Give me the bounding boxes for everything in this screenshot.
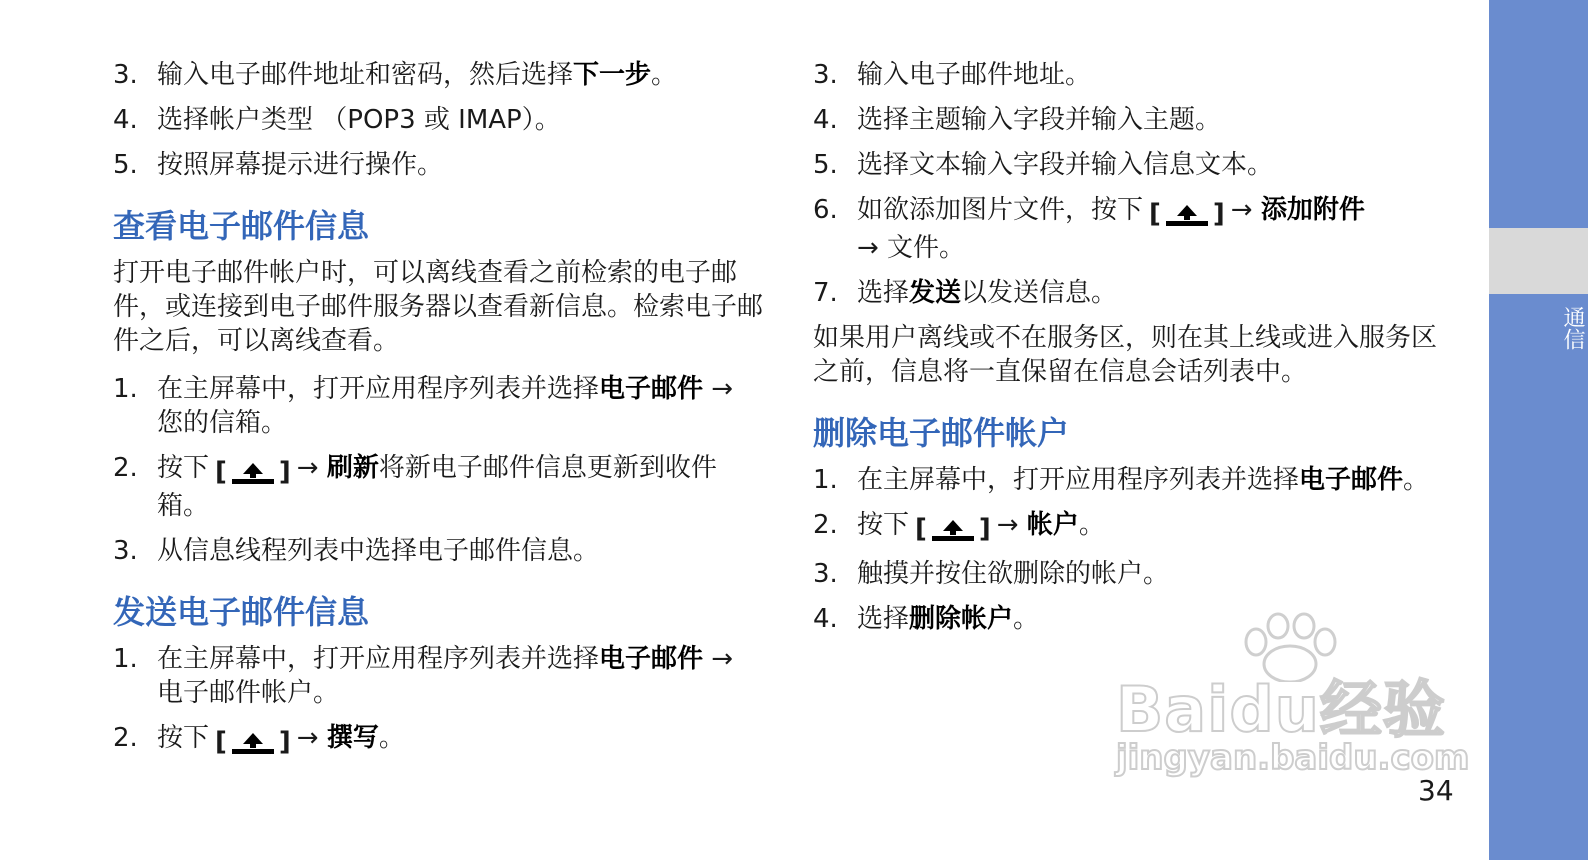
intro-steps [113,58,763,182]
section-heading-view-email: 查看电子邮件信息 [113,207,370,245]
list-item: 5. 选择文本输入字段并输入信息文本。 [813,150,1274,180]
list-item: 3. 输入电子邮件地址。 [813,60,1092,90]
list-item: 4. 选择删除帐户。 [813,604,1040,634]
view-steps [113,372,763,568]
list-item: 2. 按下 [ ] → 刷新将新电子邮件信息更新到收件箱。 [113,453,717,521]
page-number: 34 [1418,774,1454,807]
view-email-paragraph: 打开电子邮件帐户时，可以离线查看之前检索的电子邮件，或连接到电子邮件服务器以查看新信息。检索电子邮件之后，可以离线查看。 [113,258,764,356]
menu-key-icon [930,516,976,542]
menu-key-icon [230,729,276,755]
baidu-watermark [1110,612,1480,788]
list-item: 3. 从信息线程列表中选择电子邮件信息。 [113,536,600,566]
sidebar-tab-marker [1489,228,1588,294]
chapter-sidebar [1489,0,1588,860]
menu-key-icon [230,459,276,485]
menu-key: [ ] [215,727,291,757]
list-item: 2. 按下 [ ] → 帐户。 [813,510,1105,544]
menu-key: [ ] [1149,199,1225,229]
list-item: 2. 按下 [ ] → 撰写。 [113,723,405,757]
watermark-url-text: jingyan.baidu.com [1116,738,1470,778]
left-column [113,58,763,770]
section-heading-send-email: 发送电子邮件信息 [113,593,370,631]
list-item: 4. 选择主题输入字段并输入主题。 [813,105,1222,135]
right-column [813,58,1453,647]
delete-steps [813,463,1453,636]
list-item: 5. 按照屏幕提示进行操作。 [113,150,444,180]
menu-key-icon [1164,201,1210,227]
list-item: 6. 如欲添加图片文件，按下 [ ] → 添加附件 → 文件。 [813,195,1365,263]
list-item: 3. 触摸并按住欲删除的帐户。 [813,559,1170,589]
menu-key: [ ] [915,514,991,544]
list-item: 1. 在主屏幕中，打开应用程序列表并选择电子邮件 → 电子邮件帐户。 [113,644,734,708]
section-heading-delete-account: 删除电子邮件帐户 [813,414,1070,452]
menu-key: [ ] [215,457,291,487]
offline-paragraph: 如果用户离线或不在服务区，则在其上线或进入服务区之前，信息将一直保留在信息会话列表中。 [813,323,1438,387]
send-steps-left [113,642,763,759]
list-item: 1. 在主屏幕中，打开应用程序列表并选择电子邮件。 [813,465,1430,495]
list-item: 7. 选择发送以发送信息。 [813,278,1118,308]
list-item: 3. 输入电子邮件地址和密码，然后选择下一步。 [113,60,678,90]
sidebar-chapter-label: 通信 [1560,306,1585,350]
watermark-main-text: Baidu经验 [1116,673,1446,746]
list-item: 1. 在主屏幕中，打开应用程序列表并选择电子邮件 → 您的信箱。 [113,374,734,438]
list-item: 4. 选择帐户类型 （POP3 或 IMAP）。 [113,105,561,135]
send-steps-right [813,58,1453,310]
